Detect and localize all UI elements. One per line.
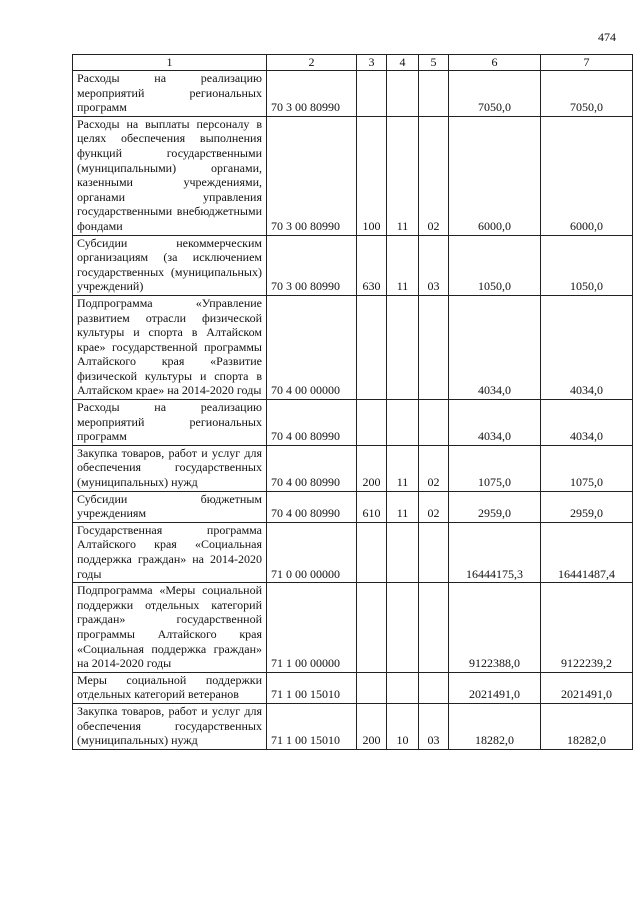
target-code-cell: 71 0 00 00000	[267, 522, 357, 582]
section-cell	[387, 522, 419, 582]
row-name-cell: Субсидии некоммерческим организациям (за исключением государственных (муниципальных) учреждений)	[73, 235, 267, 295]
amount-col7-cell: 16441487,4	[541, 522, 633, 582]
column-header: 7	[541, 55, 633, 71]
column-header: 5	[419, 55, 449, 71]
subsection-cell: 03	[419, 703, 449, 749]
expense-type-cell	[357, 295, 387, 399]
row-name-cell: Меры социальной поддержки отдельных категорий ветеранов	[73, 672, 267, 703]
page-number: 474	[598, 30, 616, 44]
row-name-cell: Закупка товаров, работ и услуг для обеспечения государственных (муниципальных) нужд	[73, 445, 267, 491]
amount-col7-cell: 1050,0	[541, 235, 633, 295]
table-row	[73, 522, 633, 582]
expense-type-cell	[357, 71, 387, 117]
subsection-cell	[419, 583, 449, 673]
table-row	[73, 295, 633, 399]
column-header: 3	[357, 55, 387, 71]
section-cell: 10	[387, 703, 419, 749]
column-header: 2	[267, 55, 357, 71]
expense-type-cell: 610	[357, 491, 387, 522]
table-row	[73, 400, 633, 446]
budget-table	[72, 54, 633, 750]
section-cell	[387, 583, 419, 673]
section-cell: 11	[387, 445, 419, 491]
amount-col6-cell: 18282,0	[449, 703, 541, 749]
amount-col7-cell: 18282,0	[541, 703, 633, 749]
amount-col7-cell: 2959,0	[541, 491, 633, 522]
expense-type-cell: 630	[357, 235, 387, 295]
table-row	[73, 445, 633, 491]
subsection-cell: 02	[419, 491, 449, 522]
section-cell: 11	[387, 235, 419, 295]
amount-col7-cell: 7050,0	[541, 71, 633, 117]
section-cell	[387, 295, 419, 399]
target-code-cell: 70 3 00 80990	[267, 235, 357, 295]
target-code-cell: 70 3 00 80990	[267, 116, 357, 235]
amount-col6-cell: 4034,0	[449, 295, 541, 399]
target-code-cell: 71 1 00 00000	[267, 583, 357, 673]
row-name-cell: Расходы на реализацию мероприятий региональных программ	[73, 400, 267, 446]
amount-col6-cell: 7050,0	[449, 71, 541, 117]
section-cell: 11	[387, 491, 419, 522]
row-name-cell: Субсидии бюджетным учреждениям	[73, 491, 267, 522]
expense-type-cell	[357, 400, 387, 446]
table-row	[73, 672, 633, 703]
column-header: 6	[449, 55, 541, 71]
section-cell: 11	[387, 116, 419, 235]
amount-col6-cell: 6000,0	[449, 116, 541, 235]
amount-col7-cell: 9122239,2	[541, 583, 633, 673]
amount-col7-cell: 4034,0	[541, 400, 633, 446]
subsection-cell	[419, 71, 449, 117]
expense-type-cell: 100	[357, 116, 387, 235]
target-code-cell: 71 1 00 15010	[267, 703, 357, 749]
expense-type-cell: 200	[357, 445, 387, 491]
section-cell	[387, 672, 419, 703]
amount-col7-cell: 6000,0	[541, 116, 633, 235]
subsection-cell	[419, 522, 449, 582]
amount-col7-cell: 2021491,0	[541, 672, 633, 703]
column-header: 1	[73, 55, 267, 71]
amount-col7-cell: 1075,0	[541, 445, 633, 491]
row-name-cell: Подпрограмма «Управление развитием отрасли физической культуры и спорта в Алтайском крае» государственной программы Алтайского края «Развитие физической культуры и спорта в Алтайском крае» на 2014-2020 годы	[73, 295, 267, 399]
expense-type-cell	[357, 583, 387, 673]
column-header: 4	[387, 55, 419, 71]
section-cell	[387, 71, 419, 117]
target-code-cell: 70 4 00 00000	[267, 295, 357, 399]
amount-col6-cell: 4034,0	[449, 400, 541, 446]
row-name-cell: Государственная программа Алтайского края «Социальная поддержка граждан» на 2014-2020 годы	[73, 522, 267, 582]
target-code-cell: 70 4 00 80990	[267, 491, 357, 522]
amount-col6-cell: 1050,0	[449, 235, 541, 295]
amount-col6-cell: 9122388,0	[449, 583, 541, 673]
expense-type-cell: 200	[357, 703, 387, 749]
table-row	[73, 116, 633, 235]
expense-type-cell	[357, 522, 387, 582]
subsection-cell: 03	[419, 235, 449, 295]
table-header-row	[73, 55, 633, 71]
target-code-cell: 71 1 00 15010	[267, 672, 357, 703]
amount-col6-cell: 2959,0	[449, 491, 541, 522]
row-name-cell: Закупка товаров, работ и услуг для обеспечения государственных (муниципальных) нужд	[73, 703, 267, 749]
subsection-cell: 02	[419, 116, 449, 235]
row-name-cell: Расходы на выплаты персоналу в целях обеспечения выполнения функций государственными (муниципальными) органами, казенными учреждениями, органами управления государственными внебюджетными фондами	[73, 116, 267, 235]
table-row	[73, 583, 633, 673]
expense-type-cell	[357, 672, 387, 703]
subsection-cell	[419, 400, 449, 446]
subsection-cell	[419, 672, 449, 703]
amount-col6-cell: 2021491,0	[449, 672, 541, 703]
table-row	[73, 71, 633, 117]
table-row	[73, 703, 633, 749]
row-name-cell: Расходы на реализацию мероприятий региональных программ	[73, 71, 267, 117]
amount-col6-cell: 16444175,3	[449, 522, 541, 582]
subsection-cell	[419, 295, 449, 399]
table-row	[73, 491, 633, 522]
row-name-cell: Подпрограмма «Меры социальной поддержки отдельных категорий граждан» государственной программы Алтайского края «Социальная поддержка граждан» на 2014-2020 годы	[73, 583, 267, 673]
target-code-cell: 70 4 00 80990	[267, 400, 357, 446]
subsection-cell: 02	[419, 445, 449, 491]
amount-col6-cell: 1075,0	[449, 445, 541, 491]
target-code-cell: 70 3 00 80990	[267, 71, 357, 117]
table-row	[73, 235, 633, 295]
target-code-cell: 70 4 00 80990	[267, 445, 357, 491]
section-cell	[387, 400, 419, 446]
amount-col7-cell: 4034,0	[541, 295, 633, 399]
